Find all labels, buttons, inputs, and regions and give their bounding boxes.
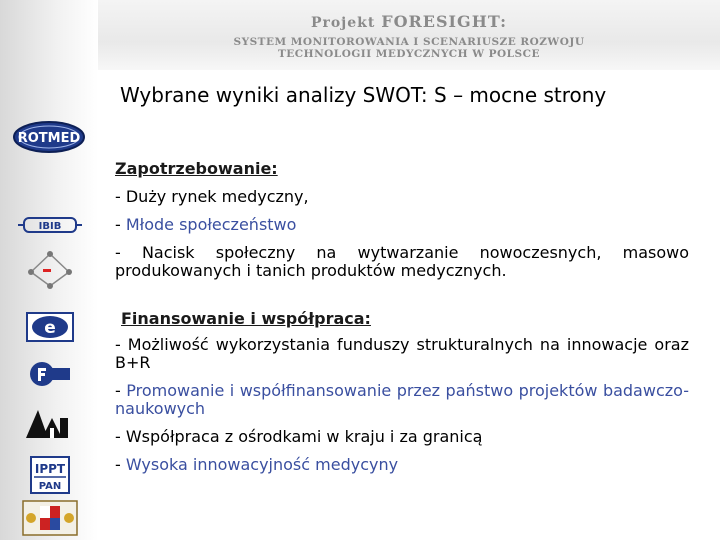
section-heading-financing: Finansowanie i współpraca:	[121, 309, 371, 328]
list-item: - Współpraca z ośrodkami w kraju i za granicą	[115, 427, 483, 446]
project-subtitle-line-2: TECHNOLOGII MEDYCZNYCH W POLSCE	[277, 48, 541, 60]
svg-text:e: e	[44, 318, 56, 338]
inl-logo	[28, 360, 72, 388]
ibib-logo-text: IBIB	[38, 221, 62, 232]
list-item: - Nacisk społeczny na wytwarzanie nowoczesnych, masowo produkowanych i tanich produktów medycznych.	[115, 243, 689, 280]
list-item: - Promowanie i współfinansowanie przez państwo projektów badawczo-naukowych	[115, 381, 690, 418]
pan-logo-text: PAN	[38, 481, 62, 492]
buildings-logo	[24, 404, 74, 440]
section-demand	[115, 160, 689, 280]
rotmed-logo-text: ROTMED	[17, 131, 81, 146]
slide-title: Wybrane wyniki analizy SWOT: S – mocne strony	[120, 83, 607, 107]
project-title	[98, 12, 720, 31]
list-item: - Wysoka innowacyjność medycyny	[115, 455, 399, 474]
list-item: - Młode społeczeństwo	[115, 215, 297, 234]
slide-content	[115, 160, 689, 474]
crest-logo	[22, 500, 78, 536]
e-logo	[26, 312, 74, 342]
project-name: FORESIGHT:	[381, 12, 508, 31]
ibib-logo	[18, 208, 82, 240]
project-label: Projekt	[310, 15, 376, 31]
rotmed-logo	[12, 120, 86, 154]
section-financing	[115, 310, 689, 474]
list-item: - Możliwość wykorzystania funduszy strukturalnych na innowacje oraz B+R	[115, 335, 689, 372]
molecule-logo	[25, 250, 75, 290]
project-subtitle-line-1: SYSTEM MONITOROWANIA I SCENARIUSZE ROZWOJU	[233, 36, 585, 48]
list-item: - Duży rynek medyczny,	[115, 187, 309, 206]
section-heading-demand: Zapotrzebowanie:	[115, 159, 278, 178]
ippt-pan-logo	[30, 456, 70, 494]
ippt-logo-text: IPPT	[34, 462, 66, 476]
